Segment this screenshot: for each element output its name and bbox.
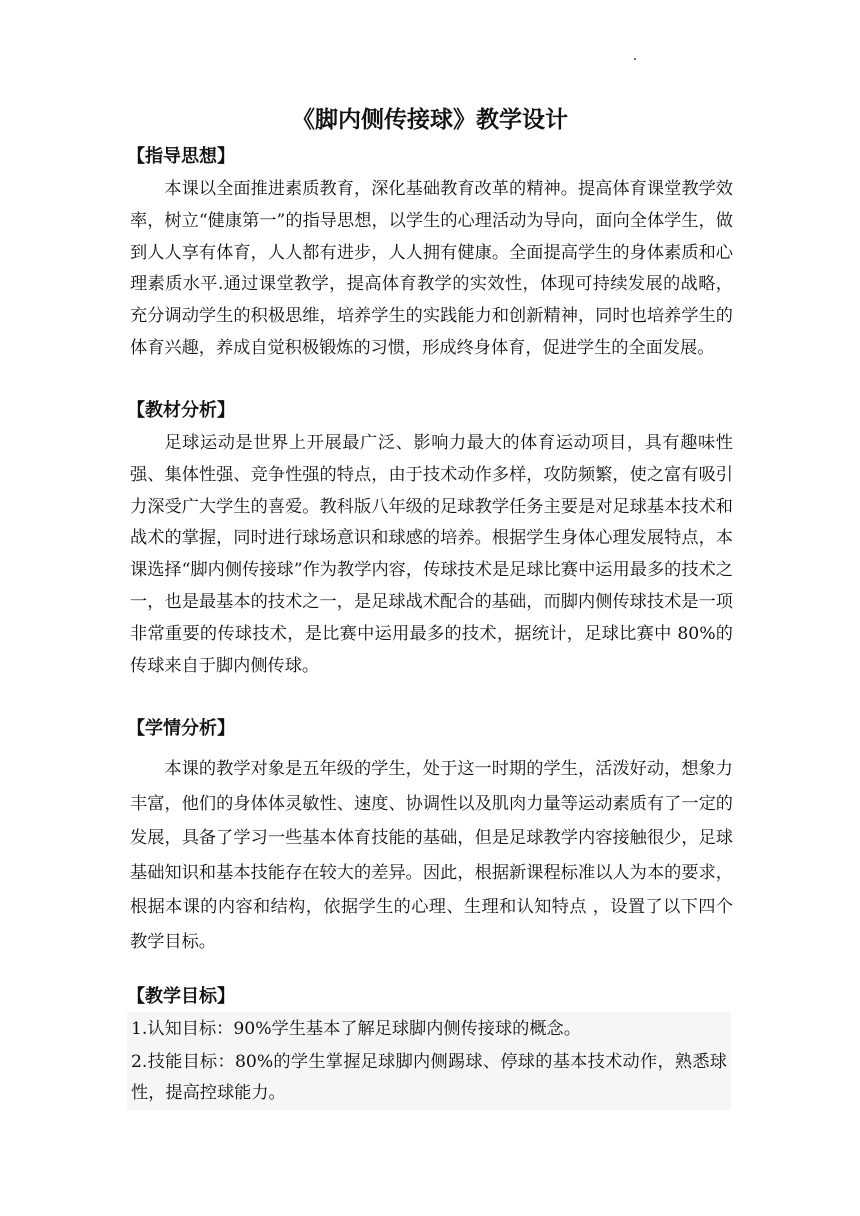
section-heading-guiding-thought: 【指导思想】 <box>127 146 235 167</box>
goal-item-skill: 2.技能目标：80%的学生掌握足球脚内侧踢球、停球的基本技术动作，熟悉球性，提高控球能力。 <box>131 1052 727 1103</box>
section-heading-material-analysis: 【教材分析】 <box>127 400 235 421</box>
section-heading-student-analysis: 【学情分析】 <box>127 718 235 739</box>
section-paragraph-student-analysis: 本课的教学对象是五年级的学生，处于这一时期的学生，活泼好动，想象力丰富，他们的身体体灵敏性、速度、协调性以及肌肉力量等运动素质有了一定的发展，具备了学习一些基本体育技能的基础，但是足球教学内容接触很少，足球基础知识和基本技能存在较大的差异。因此，根据新课程标准以人为本的要求，根据本课的内容和结构，依据学生的心理、生理和认知特点 ，设置了以下四个教学目标。 <box>130 759 733 952</box>
corner-dot-mark <box>634 58 636 60</box>
section-heading-teaching-goals: 【教学目标】 <box>127 986 235 1007</box>
section-paragraph-guiding-thought: 本课以全面推进素质教育，深化基础教育改革的精神。提高体育课堂教学效率，树立“健康第一”的指导思想，以学生的心理活动为导向，面向全体学生，做到人人享有体育，人人都有进步，人人拥有健康。全面提高学生的身体素质和心理素质水平.通过课堂教学，提高体育教学的实效性，体现可持续发展的战略，充分调动学生的积极思维，培养学生的实践能力和创新精神，同时也培养学生的体育兴趣，养成自觉积极锻炼的习惯，形成终身体育，促进学生的全面发展。 <box>130 179 733 358</box>
goal-item-cognitive: 1.认知目标：90%学生基本了解足球脚内侧传接球的概念。 <box>131 1019 581 1039</box>
document-title: 《脚内侧传接球》教学设计 <box>292 107 568 133</box>
section-paragraph-material-analysis: 足球运动是世界上开展最广泛、影响力最大的体育运动项目，具有趣味性强、集体性强、竞争性强的特点，由于技术动作多样，攻防频繁，使之富有吸引力深受广大学生的喜爱。教科版八年级的足球教学任务主要是对足球基本技术和战术的掌握，同时进行球场意识和球感的培养。根据学生身体心理发展特点，本课选择“脚内侧传接球”作为教学内容，传球技术是足球比赛中运用最多的技术之一，也是最基本的技术之一，是足球战术配合的基础，而脚内侧传球技术是一项非常重要的传球技术，是比赛中运用最多的技术，据统计，足球比赛中 80%的传球来自于脚内侧传球。 <box>130 433 733 676</box>
teaching-goals-list <box>127 1012 731 1110</box>
